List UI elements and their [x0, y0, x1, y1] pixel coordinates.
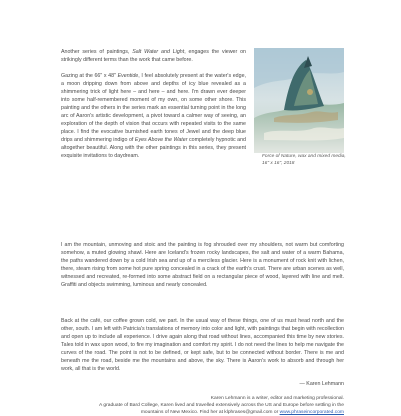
artwork-title: Eyes Above the Water [134, 137, 188, 143]
paragraph-intro: Another series of paintings, Salt Water and Light, engages the viewer on strikingly different terms than the work that came before. [61, 49, 246, 63]
artwork-image [254, 48, 344, 153]
bio-line-2: A graduate of Bard College, Karen lived and travelled extensively across the US and Europe before settling in the [99, 403, 344, 408]
website-link[interactable]: www.phraseincorporated.com [279, 410, 344, 415]
paragraph-eventide: Gazing at the 66" x 48" Eventide, I feel absolutely present at the water's edge, a moon dripping down from above and depths of icy blue revealed as a shimmering trick of light here – and here – and here. I'm drawn ever deeper into some half-remembered moment of my own, on some other shore. This painting and the others in the series mark an essential turning point in the long arc of Aaron's artistic development, a pivot toward a calmer way of seeing, an exploration of the depth of vision that occurs with repeated visits to the same place. I find the evocative burnished earth tones of Jewel and the deep blue drips and shimmering indigo of Eyes Above the Water completely hypnotic and altogether beautiful. Along with the other paintings in this series, they present exquisite invitations to daydream. [61, 73, 246, 159]
paragraph-cafe: Back at the café, our coffee grown cold, we part. In the usual way of these things, one of us must head north and the other, south. I am left with Patricia's translations of memory into color and light, with paintings that begin with recollection and open up to include all experience. I drive again along that road without lines, accompanied this time by new stories. Tales told in wax upon wood, to fire my imagination and comfort my spirit. I do not need the lines to help me navigate the curves of the road. The point is not to be defined, or kept safe, but to be connected without border. There is me and beneath me the road, beside me the mountains and above, the sky. There is Aaron's work to absorb and through her work, all that is the world. [61, 318, 344, 372]
artwork-caption [262, 154, 346, 167]
paragraph-mountain: I am the mountain, unmoving and stoic and the painting is fog shrouded over my shoulders, not warm but comforting somehow, a muted glowing shawl. Here are Iceland's frozen rocky landscapes, the salt and water of a warm Bahama, the paths wandered down by a cold Irish sea and up of a merciless glacier. Here is a monument of rock knit with lichen, there, steam rising from some hot pure spring concealed in a crack of the earth's crust. There are urban scenes as well, witnessed and recreated, re-formed into some abstract field on a rectangular piece of wood, layered with line and melt. Graffiti and objects swimming, luminous and nearly concealed. [61, 242, 344, 288]
bio-line-1: Karen Lehmann is a writer, editor and marketing professional. [210, 396, 344, 401]
caption-detail: , wax and mixed media, 16" x 16", 2018 [262, 154, 346, 166]
caption-title: Force of Nature [262, 154, 296, 159]
author-signature: — Karen Lehmann [299, 381, 344, 387]
author-bio [61, 395, 344, 416]
artwork-title: Salt Water and Light [132, 49, 185, 55]
artwork-title: Eventide [117, 73, 139, 79]
bio-line-3: mountains of New Mexico. Find her at klphrases@gmail.com or www.phraseincorporated.com [140, 410, 344, 415]
